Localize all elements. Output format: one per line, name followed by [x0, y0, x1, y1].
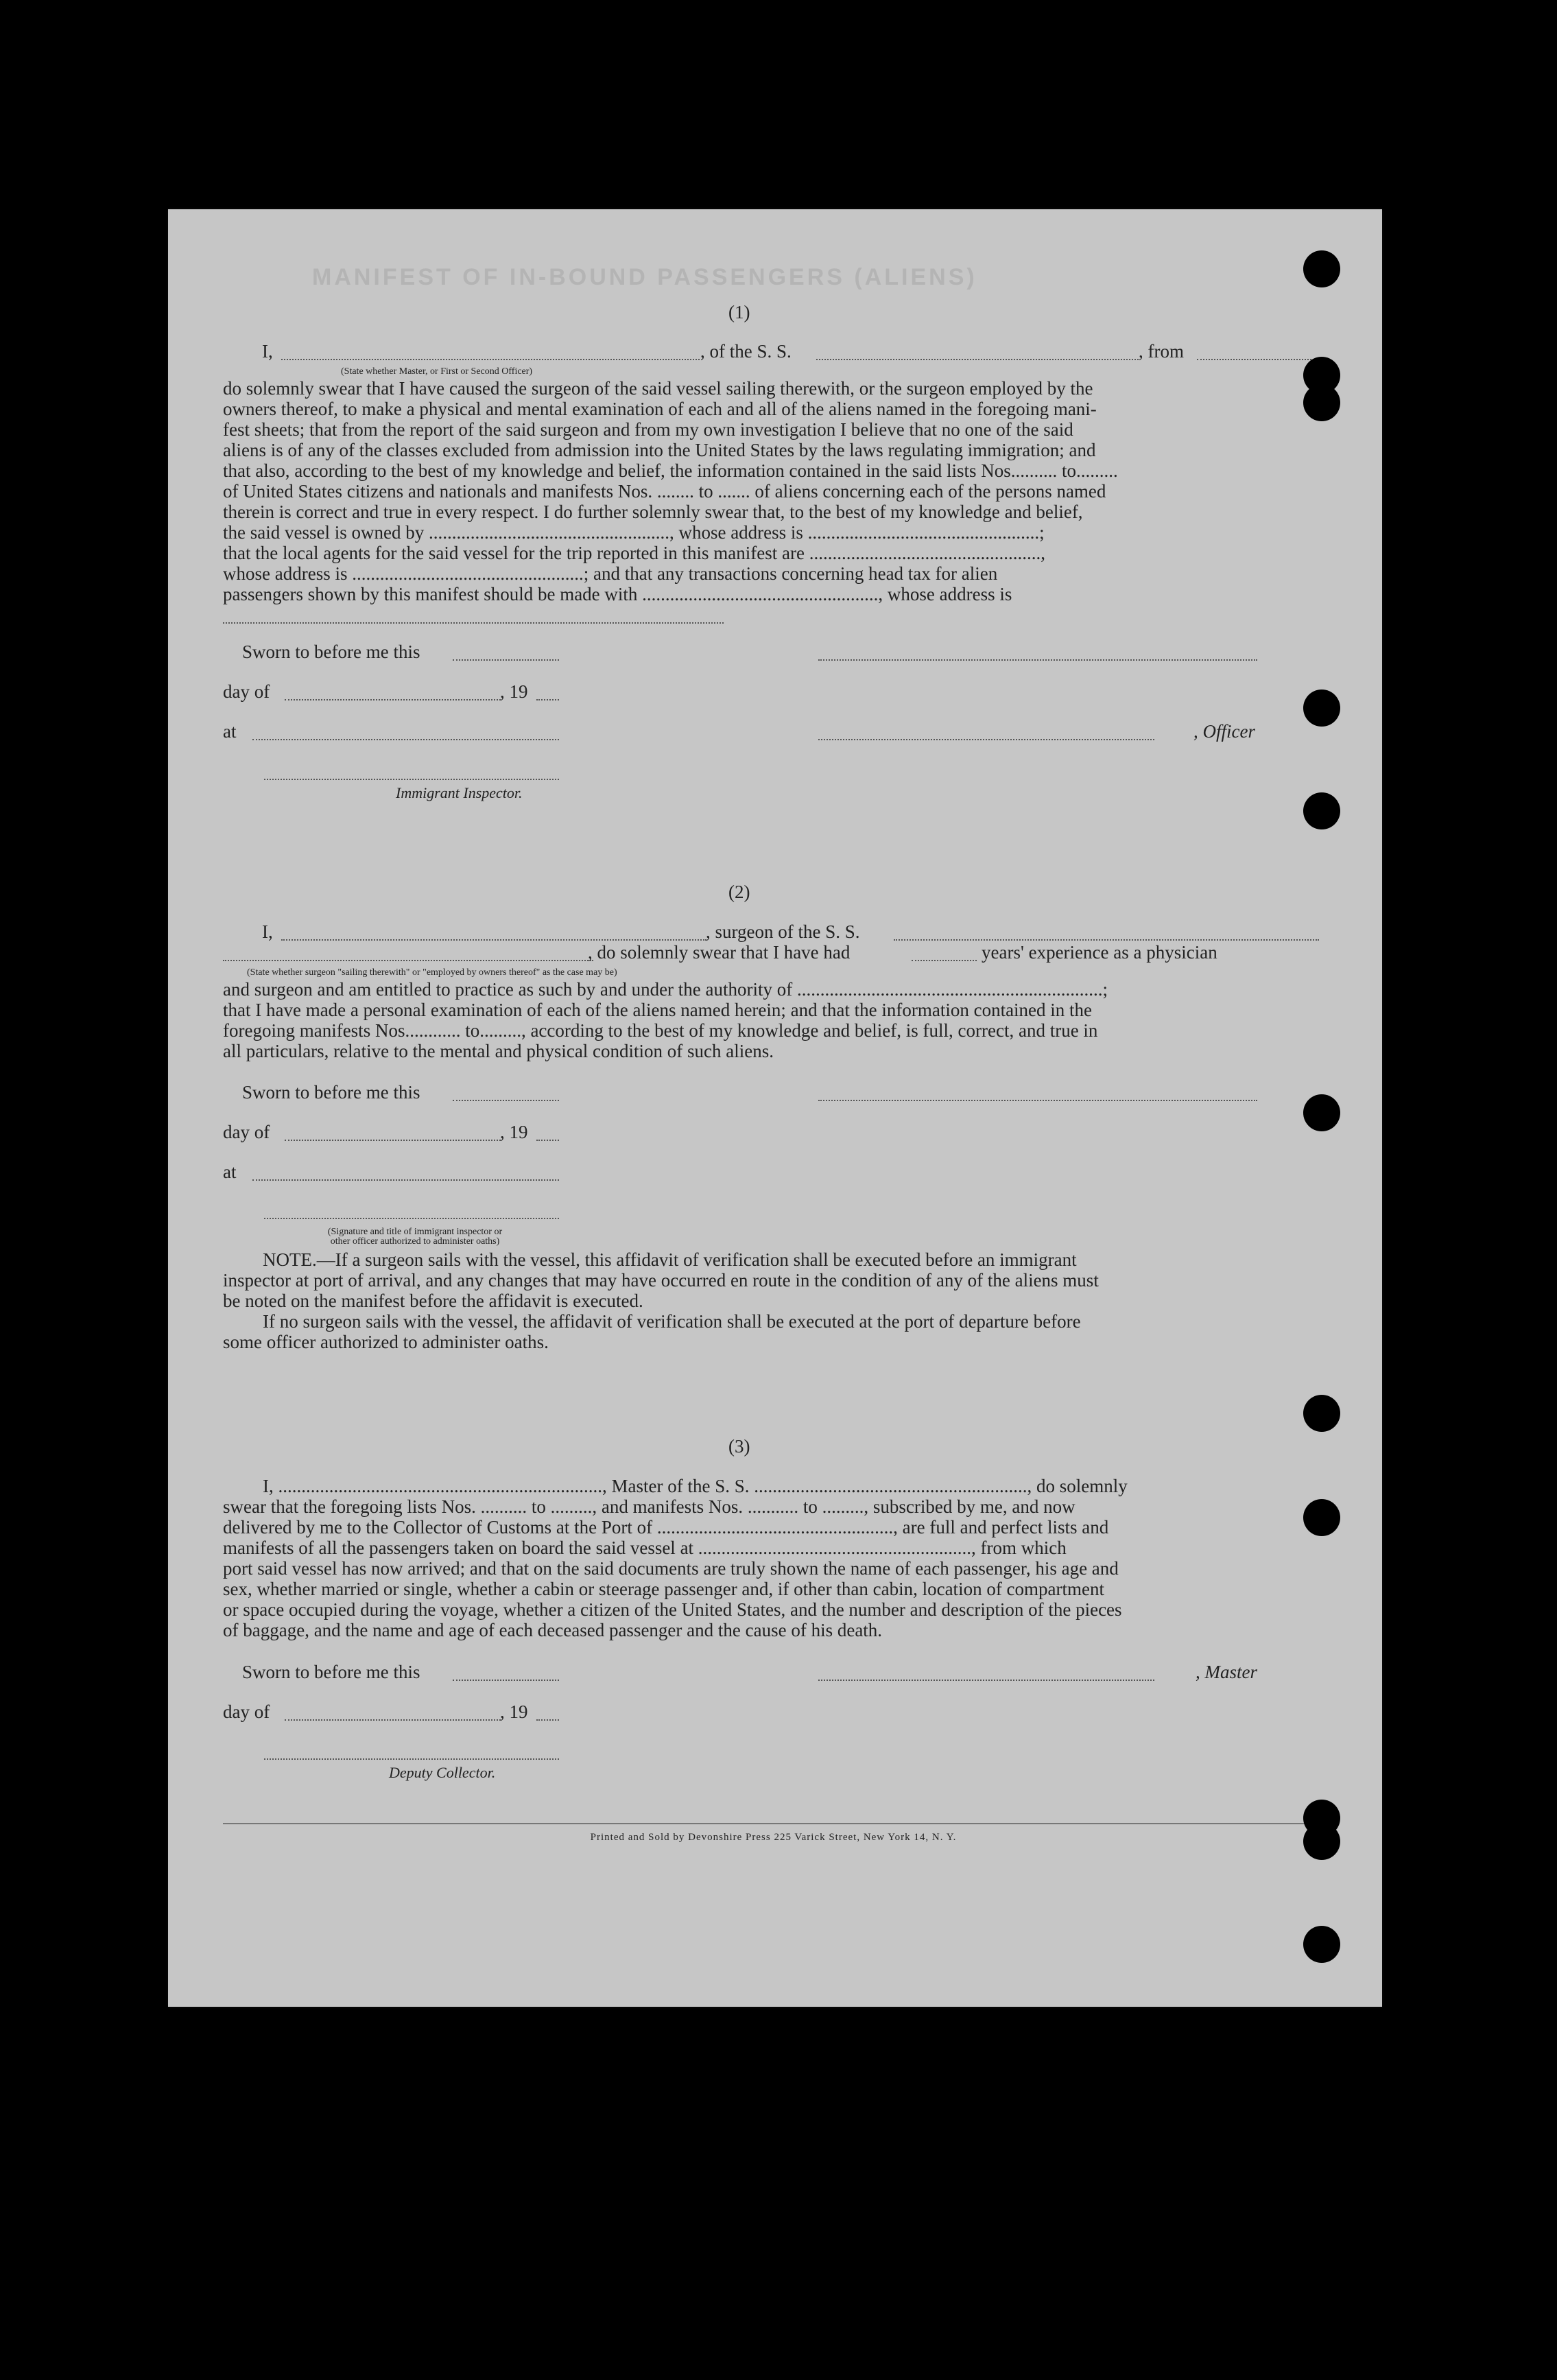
s1-from-label: , from — [1139, 341, 1184, 362]
s2-name-blank — [281, 939, 706, 941]
s1-line-6: of United States citizens and nationals and manifests Nos. ........ to ....... of aliens concerning each of the persons named — [223, 481, 1106, 502]
bleed-through-header: MANIFEST OF IN-BOUND PASSENGERS (ALIENS) — [312, 264, 977, 290]
punch-hole — [1303, 1094, 1340, 1131]
s2-surgeon-of-label: , surgeon of the S. S. — [706, 921, 860, 942]
s1-line-4: aliens is of any of the classes excluded from admission into the United States by the laws regulating immigration; and — [223, 440, 1096, 460]
s2-note-line-1: NOTE.—If a surgeon sails with the vessel, this affidavit of verification shall be executed before an immigrant — [263, 1249, 1077, 1270]
s1-at-blank — [252, 739, 559, 740]
s2-note-line-5: some officer authorized to administer oaths. — [223, 1332, 549, 1352]
s1-line-5: that also, according to the best of my knowledge and belief, the information contained in the said lists Nos.......... to......... — [223, 460, 1118, 481]
s1-line-3: fest sheets; that from the report of the said surgeon and from my own investigation I believe that no one of the said — [223, 419, 1073, 440]
s2-oath-text — [223, 979, 1324, 1061]
s1-line-11: passengers shown by this manifest should be made with ..................................................., whose address is — [223, 584, 1012, 604]
s2-sworn-label: Sworn to before me this — [242, 1082, 420, 1103]
s1-line-8: the said vessel is owned by ...................................................., whose address is ..................................................; — [223, 522, 1045, 543]
s3-sworn-blank — [453, 1680, 559, 1681]
s3-line-3: delivered by me to the Collector of Customs at the Port of ..................................................., are full and perfect lists and — [223, 1517, 1109, 1537]
s1-line-7: therein is correct and true in every respect. I do further solemnly swear that, to the best of my knowledge and belief, — [223, 502, 1083, 522]
printer-imprint: Printed and Sold by Devonshire Press 225 Varick Street, New York 14, N. Y. — [590, 1832, 957, 1843]
s1-final-address-blank — [223, 622, 724, 624]
s2-at-blank — [252, 1179, 559, 1181]
s3-line-7: or space occupied during the voyage, whether a citizen of the United States, and the number and description of the pieces — [223, 1599, 1122, 1620]
s2-line-4: all particulars, relative to the mental and physical condition of such aliens. — [223, 1041, 774, 1061]
s1-inspector-blank — [264, 779, 559, 780]
section-1-heading: (1) — [728, 302, 750, 322]
s3-day-label: day of — [223, 1701, 270, 1722]
s2-sig-note-2: other officer authorized to administer oaths) — [330, 1236, 500, 1247]
s3-oath-text — [223, 1476, 1324, 1640]
s1-line-10: whose address is ..................................................; and that any transactions concerning head tax for alien — [223, 563, 998, 584]
s2-at-label: at — [223, 1162, 237, 1182]
footer-rule — [223, 1823, 1324, 1824]
s2-status-note: (State whether surgeon "sailing therewith" or "employed by owners thereof" as the case may be) — [247, 967, 617, 978]
s2-signature-blank — [818, 1100, 1257, 1101]
s3-line-8: of baggage, and the name and age of each deceased passenger and the cause of his death. — [223, 1620, 883, 1640]
s1-line-1: do solemnly swear that I have caused the surgeon of the said vessel sailing therewith, or the surgeon employed by the — [223, 378, 1093, 399]
s1-signature-blank — [818, 659, 1257, 661]
s3-deputy-label: Deputy Collector. — [389, 1764, 496, 1781]
s2-years-label: years' experience as a physician — [982, 942, 1217, 963]
s1-year-label: , 19 — [500, 681, 528, 702]
s3-line-4: manifests of all the passengers taken on board the said vessel at ..........................................................., from which — [223, 1537, 1067, 1558]
s2-years-blank — [912, 960, 977, 961]
punch-hole — [1303, 1926, 1340, 1963]
s1-sworn-blank — [453, 659, 559, 661]
section-3-heading: (3) — [728, 1436, 750, 1457]
s1-line-9: that the local agents for the said vessel for the trip reported in this manifest are .................................................., — [223, 543, 1045, 563]
s1-officer-label: , Officer — [1193, 721, 1255, 742]
s3-line-2: swear that the foregoing lists Nos. .......... to ........., and manifests Nos. ........... to ........., subscribed by me, and now — [223, 1496, 1075, 1517]
punch-hole — [1303, 792, 1340, 829]
s1-i-label: I, — [262, 341, 273, 362]
s2-note-line-2: inspector at port of arrival, and any changes that may have occurred en route in the condition of any of the aliens must — [223, 1270, 1099, 1291]
punch-hole — [1303, 1823, 1340, 1860]
s1-day-label: day of — [223, 681, 270, 702]
s1-rank-note: (State whether Master, or First or Second Officer) — [341, 366, 533, 377]
s3-line-6: sex, whether married or single, whether a cabin or steerage passenger and, if other than cabin, location of compartment — [223, 1579, 1105, 1599]
s1-line-2: owners thereof, to make a physical and mental examination of each and all of the aliens named in the foregoing mani- — [223, 399, 1097, 419]
s2-i-label: I, — [262, 921, 273, 942]
s1-year-blank — [536, 699, 559, 700]
punch-hole — [1303, 384, 1340, 421]
s1-day-blank — [285, 699, 501, 700]
s3-line-1: I, ......................................................................, Master of the S. S. ..........................................................., do solemnly — [263, 1476, 1128, 1496]
s2-note-line-3: be noted on the manifest before the affidavit is executed. — [223, 1291, 643, 1311]
s3-day-blank — [285, 1719, 501, 1721]
s2-inspector-blank — [264, 1218, 559, 1219]
s2-swear-label: , do solemnly swear that I have had — [588, 942, 851, 963]
s3-deputy-blank — [264, 1758, 559, 1760]
s3-year-blank — [536, 1719, 559, 1721]
s1-sworn-label: Sworn to before me this — [242, 641, 420, 662]
s2-status-blank — [223, 960, 593, 961]
s3-sworn-label: Sworn to before me this — [242, 1662, 420, 1682]
s2-note-line-4: If no surgeon sails with the vessel, the affidavit of verification shall be executed at the port of departure before — [263, 1311, 1081, 1332]
s2-line-1: and surgeon and am entitled to practice as such by and under the authority of ..................................................................; — [223, 979, 1108, 1000]
s3-master-blank — [818, 1680, 1154, 1681]
s2-note — [223, 1249, 1324, 1352]
s2-day-blank — [285, 1140, 501, 1141]
section-2-heading: (2) — [728, 882, 750, 902]
s1-oath-text — [223, 378, 1324, 604]
punch-hole — [1303, 690, 1340, 727]
s1-of-ship-label: , of the S. S. — [700, 341, 792, 362]
s1-inspector-label: Immigrant Inspector. — [396, 784, 523, 801]
manifest-page — [168, 209, 1382, 2007]
s1-officer-blank — [818, 739, 1154, 740]
s2-day-label: day of — [223, 1122, 270, 1142]
s3-line-5: port said vessel has now arrived; and that on the said documents are truly shown the name of each passenger, his age and — [223, 1558, 1119, 1579]
s3-year-label: , 19 — [500, 1701, 528, 1722]
s2-year-label: , 19 — [500, 1122, 528, 1142]
punch-hole — [1303, 1499, 1340, 1536]
s2-line-3: foregoing manifests Nos............ to........., according to the best of my knowledge and belief, is full, correct, and true in — [223, 1020, 1098, 1041]
s1-from-blank — [1197, 359, 1322, 360]
s2-line-2: that I have made a personal examination of each of the aliens named herein; and that the information contained in the — [223, 1000, 1093, 1020]
punch-hole — [1303, 1395, 1340, 1432]
s2-sig-note-1: (Signature and title of immigrant inspector or — [327, 1227, 503, 1237]
s1-name-blank — [281, 359, 700, 360]
s2-ship-blank — [894, 939, 1319, 941]
s2-sworn-blank — [453, 1100, 559, 1101]
s1-at-label: at — [223, 721, 237, 742]
s1-ship-blank — [816, 359, 1139, 360]
punch-hole — [1303, 250, 1340, 287]
s3-master-label: , Master — [1196, 1662, 1257, 1682]
s2-year-blank — [536, 1140, 559, 1141]
